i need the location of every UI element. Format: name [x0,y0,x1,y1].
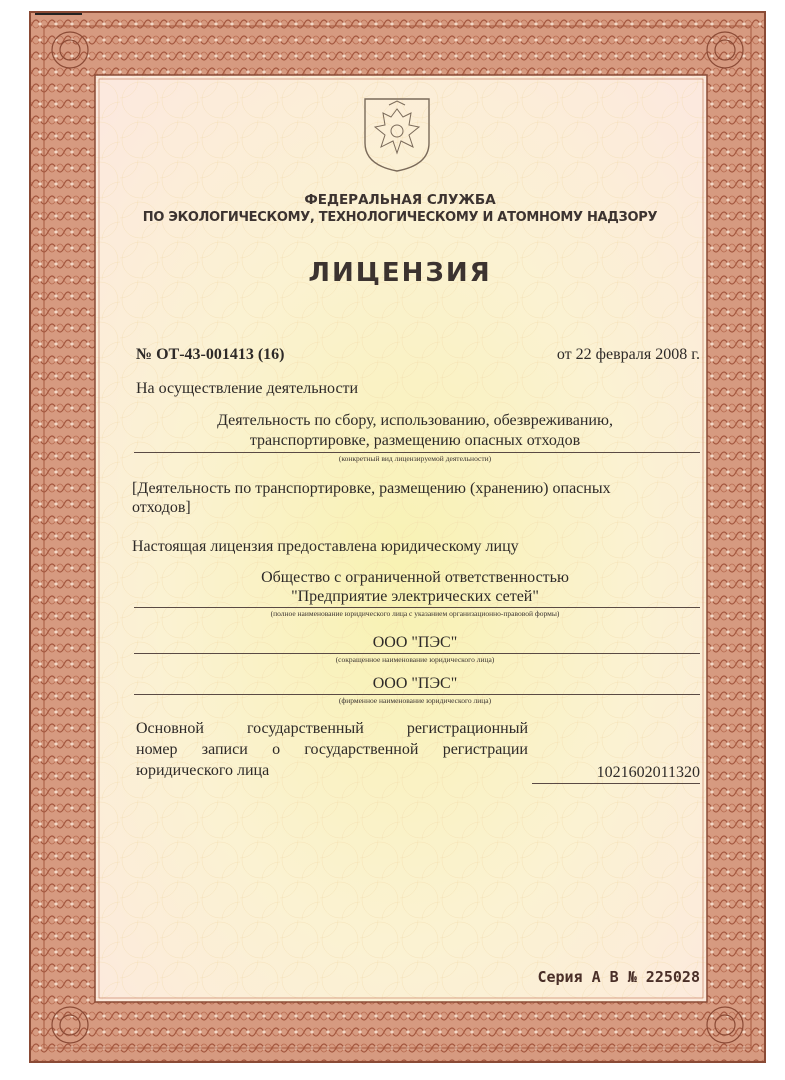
activity-detail-line-1: [Деятельность по транспортировке, размещению (хранению) опасных [132,480,611,497]
holder-brand-name: ООО "ПЭС" [372,675,458,692]
holder-full-name-underline [134,607,700,608]
registration-label-line-1: Основной государственный регистрационный [136,720,528,737]
activity-intro: На осуществление деятельности [136,380,359,397]
holder-short-name-underline [134,653,700,654]
holder-intro: Настоящая лицензия предоставлена юридическому лицу [132,538,519,555]
registration-label-line-2: номер записи о государственной регистрации [136,741,528,758]
activity-line-2: транспортировке, размещению опасных отходов [249,432,581,449]
activity-detail-line-2: отходов] [132,499,191,516]
license-number: № ОТ-43-001413 (16) [136,346,285,363]
agency-line-1: ФЕДЕРАЛЬНАЯ СЛУЖБА [304,192,496,208]
activity-caption: (конкретный вид лицензируемой деятельности) [338,454,492,463]
activity-underline [134,452,700,453]
holder-full-name-line-2: "Предприятие электрических сетей" [291,588,539,605]
holder-brand-name-caption: (фирменное наименование юридического лица) [338,696,492,705]
holder-brand-name-underline [134,694,700,695]
coat-of-arms-icon [361,95,433,173]
agency-line-2: ПО ЭКОЛОГИЧЕСКОМУ, ТЕХНОЛОГИЧЕСКОМУ И АТОМНОМУ НАДЗОРУ [142,210,658,225]
holder-full-name-line-1: Общество с ограниченной ответственностью [261,569,569,586]
registration-ogrn: 1021602011320 [596,764,700,781]
document-title: ЛИЦЕНЗИЯ [308,258,492,288]
series-number: Серия А В № 225028 [537,968,700,986]
holder-short-name-caption: (сокращенное наименование юридического лица) [335,655,495,664]
holder-short-name: ООО "ПЭС" [372,634,458,651]
activity-line-1: Деятельность по сбору, использованию, обезвреживанию, [217,412,613,429]
license-date: от 22 февраля 2008 г. [556,346,700,363]
registration-underline [532,783,700,784]
holder-full-name-caption: (полное наименование юридического лица с указанием организационно-правовой формы) [270,609,560,618]
registration-label-line-3: юридического лица [136,762,270,779]
